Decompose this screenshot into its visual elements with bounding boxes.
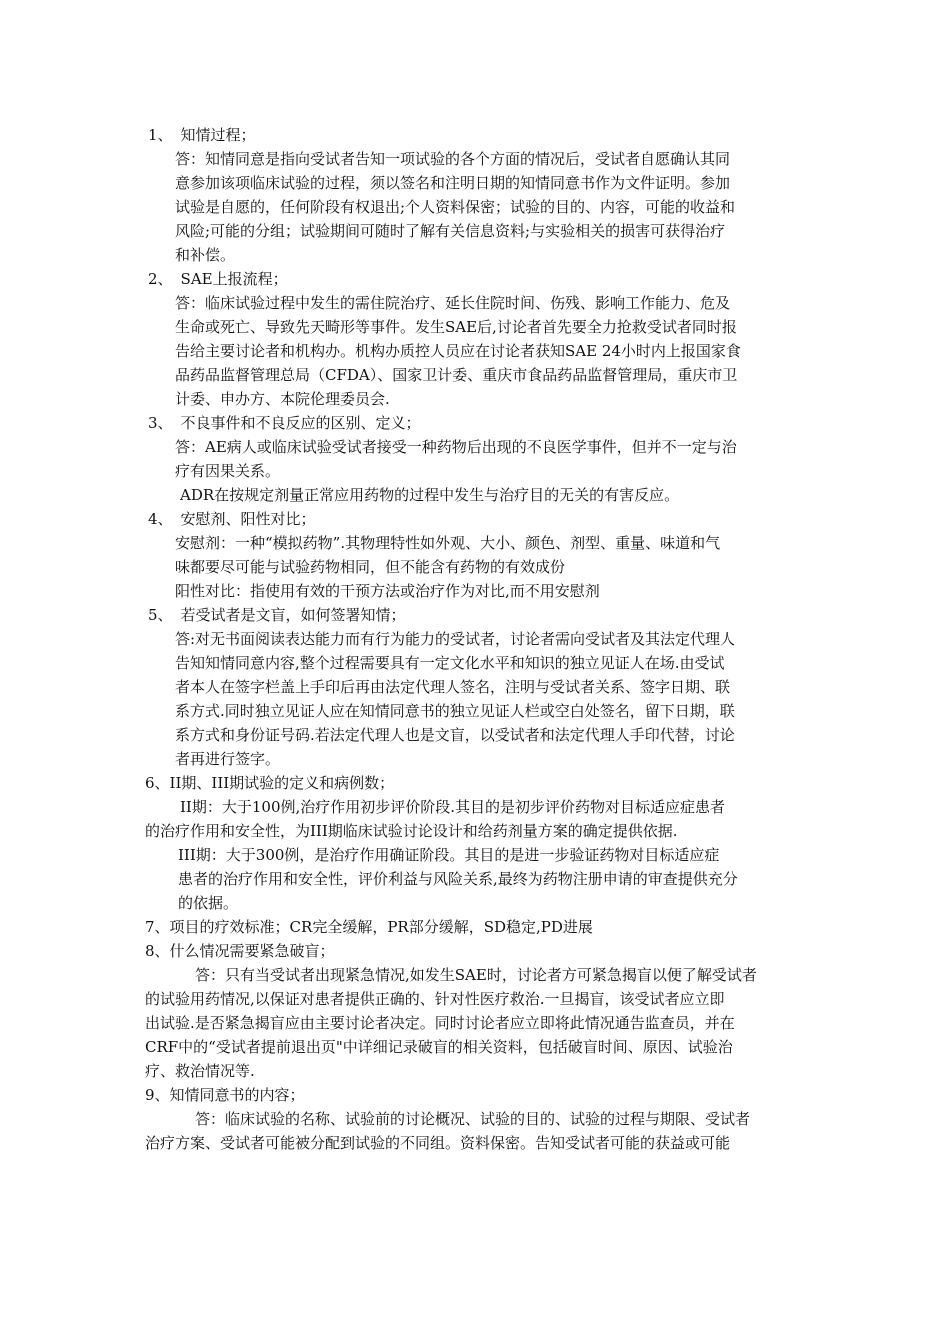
answer-line: CRF中的“受试者提前退出页"中详细记录破盲的相关资料，包括破盲时间、原因、试验治	[145, 1038, 733, 1056]
question-title: 不良事件和不良反应的区别、定义；	[180, 414, 421, 432]
question-title: 若受试者是文盲，如何签署知情；	[180, 606, 406, 624]
document-body	[0, 123, 950, 1155]
answer-line: 答：知情同意是指向受试者告知一项试验的各个方面的情况后，受试者自愿确认其同	[175, 150, 731, 168]
answer-line: 疗有因果关系。	[175, 462, 281, 480]
answer-line: 系方式和身份证号码.若法定代理人也是文盲，以受试者和法定代理人手印代替，讨论	[175, 726, 735, 744]
answer-line: 安慰剂：一种“模拟药物”.其物理特性如外观、大小、颜色、剂型、重量、味道和气	[175, 534, 721, 552]
question-number: 2、	[148, 270, 173, 288]
adr-definition-line: ADR在按规定剂量正常应用药物的过程中发生与治疗目的无关的有害反应。	[180, 486, 680, 504]
answer-line: 答：临床试验过程中发生的需住院治疗、延长住院时间、伤残、影响工作能力、危及	[175, 294, 731, 312]
answer-line: 阳性对比：指使用有效的干预方法或治疗作为对比,而不用安慰剂	[175, 582, 600, 600]
question-number: 3、	[148, 414, 173, 432]
question-7-heading: 7、项目的疗效标准；CR完全缓解，PR部分缓解，SD稳定,PD进展	[145, 918, 593, 936]
answer-line: 品药品监督管理总局（CFDA）、国家卫计委、重庆市食品药品监督管理局，重庆市卫	[175, 366, 738, 384]
phase3-line: 患者的治疗作用和安全性，评价利益与风险关系,最终为药物注册申请的审查提供充分	[178, 870, 738, 888]
phase3-line: 的依据。	[178, 894, 239, 912]
phase3-line: III期：大于300例，是治疗作用确证阶段。其目的是进一步验证药物对目标适应症	[178, 846, 720, 864]
question-6-heading: 6、II期、III期试验的定义和病例数；	[145, 774, 395, 792]
question-title: SAE上报流程；	[180, 270, 288, 288]
answer-line: 的试验用药情况,以保证对患者提供正确的、针对性医疗救治.一旦揭盲，该受试者应立即	[145, 990, 725, 1008]
answer-line: 试验是自愿的，任何阶段有权退出;个人资料保密；试验的目的、内容，可能的收益和	[175, 198, 736, 216]
answer-line: 出试验.是否紧急揭盲应由主要讨论者决定。同时讨论者应立即将此情况通告监查员，并在	[145, 1014, 735, 1032]
question-number: 5、	[148, 606, 173, 624]
answer-line: 告给主要讨论者和机构办。机构办质控人员应在讨论者获知SAE 24小时内上报国家食	[175, 342, 741, 360]
answer-line: 风险;可能的分组；试验期间可随时了解有关信息资料;与实验相关的损害可获得治疗	[175, 222, 726, 240]
question-9-heading: 9、知情同意书的内容；	[145, 1086, 305, 1104]
question-1-heading	[0, 123, 950, 147]
phase2-line: 的治疗作用和安全性，为III期临床试验讨论设计和给药剂量方案的确定提供依据.	[145, 822, 678, 840]
question-8-heading: 8、什么情况需要紧急破盲；	[145, 942, 335, 960]
answer-line: 者本人在签字栏盖上手印后再由法定代理人签名，注明与受试者关系、签字日期、联	[175, 678, 731, 696]
answer-line: 味都要尽可能与试验药物相同，但不能含有药物的有效成份	[175, 558, 566, 576]
answer-line: 意参加该项临床试验的过程，须以签名和注明日期的知情同意书作为文件证明。参加	[175, 174, 731, 192]
phase2-line: II期：大于100例,治疗作用初步评价阶段.其目的是初步评价药物对目标适应症患者	[180, 798, 726, 816]
answer-line: 者再进行签字。	[175, 750, 281, 768]
answer-line: 答：只有当受试者出现紧急情况,如发生SAE时，讨论者方可紧急揭盲以便了解受试者	[195, 966, 757, 984]
answer-line: 答：AE病人或临床试验受试者接受一种药物后出现的不良医学事件，但并不一定与治	[175, 438, 737, 456]
answer-line: 治疗方案、受试者可能被分配到试验的不同组。资料保密。告知受试者可能的获益或可能	[145, 1134, 731, 1152]
answer-line: 和补偿。	[175, 246, 236, 264]
question-2-heading	[0, 267, 950, 291]
question-title: 知情过程；	[180, 126, 256, 144]
question-title: 安慰剂、阳性对比；	[180, 510, 316, 528]
question-number: 4、	[148, 510, 173, 528]
answer-line: 计委、申办方、本院伦理委员会.	[175, 390, 390, 408]
answer-line: 答:对无书面阅读表达能力而有行为能力的受试者，讨论者需向受试者及其法定代理人	[175, 630, 736, 648]
answer-line: 答：临床试验的名称、试验前的讨论概况、试验的目的、试验的过程与期限、受试者	[195, 1110, 751, 1128]
question-number: 1、	[148, 126, 173, 144]
question-4-heading	[0, 507, 950, 531]
question-3-heading	[0, 411, 950, 435]
answer-line: 告知知情同意内容,整个过程需要具有一定文化水平和知识的独立见证人在场.由受试	[175, 654, 725, 672]
question-5-heading	[0, 603, 950, 627]
answer-line: 疗、救治情况等.	[145, 1062, 255, 1080]
answer-line: 生命或死亡、导致先天畸形等事件。发生SAE后,讨论者首先要全力抢救受试者同时报	[175, 318, 737, 336]
answer-line: 系方式.同时独立见证人应在知情同意书的独立见证人栏或空白处签名，留下日期，联	[175, 702, 735, 720]
